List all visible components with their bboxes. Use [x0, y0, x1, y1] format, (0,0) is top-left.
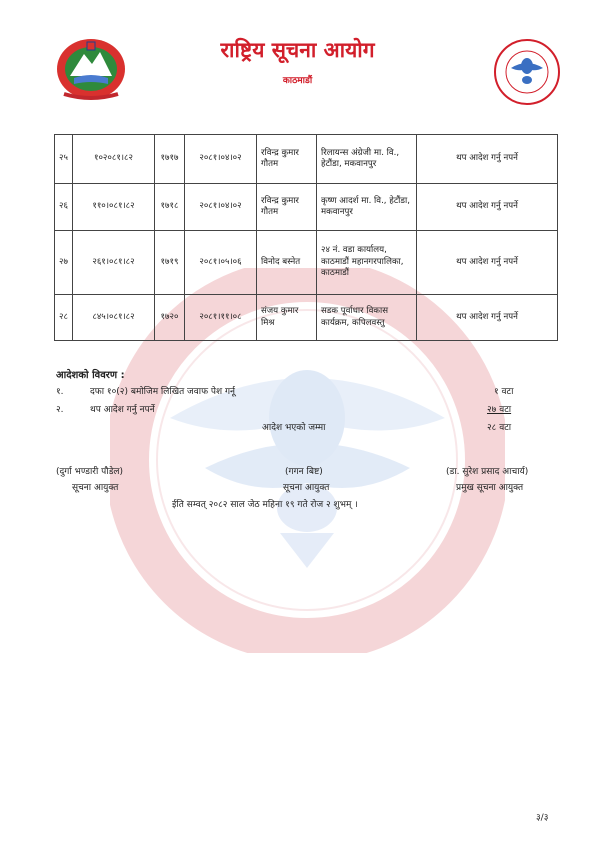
- row-applicant: रविन्द्र कुमार गौतम: [257, 135, 317, 184]
- row-applicant: संजय कुमार मिश्र: [257, 295, 317, 341]
- row-date: २०८१।०५।०६: [185, 231, 257, 295]
- table-row: [55, 295, 558, 341]
- row-decision-number: १७२०: [155, 295, 185, 341]
- row-office: २४ नं. वडा कार्यालय, काठमाडौं महानगरपालिका, काठमाडौं: [317, 231, 417, 295]
- header-title: राष्ट्रिय सूचना आयोग: [220, 38, 375, 62]
- summary-total-label: आदेश भएको जम्मा: [262, 423, 326, 433]
- row-date: २०८१।०४।०२: [185, 184, 257, 231]
- summary-item-1-count: १ वटा: [494, 387, 514, 397]
- order-date-line: ईति सम्वत् २०८२ साल जेठ महिना १९ गते रोज २ शुभम् ।: [172, 500, 358, 510]
- summary-total-count: २८ वटा: [487, 423, 512, 433]
- signatory-3-title: प्रमुख सूचना आयुक्त: [456, 483, 524, 493]
- row-serial: २६: [55, 184, 73, 231]
- row-date: २०८१।११।०८: [185, 295, 257, 341]
- row-serial: २७: [55, 231, 73, 295]
- row-serial: २५: [55, 135, 73, 184]
- row-serial: २८: [55, 295, 73, 341]
- row-decision-number: १७१७: [155, 135, 185, 184]
- summary-item-2-text: थप आदेश गर्नु नपर्ने: [90, 405, 155, 415]
- page-number: ३/३: [536, 813, 549, 823]
- row-decision: थप आदेश गर्नु नपर्ने: [417, 231, 558, 295]
- row-decision-number: १७१९: [155, 231, 185, 295]
- signatory-2-name: (गगन बिष्ट): [285, 467, 323, 477]
- row-office: सडक पूर्वाधार विकास कार्यक्रम, कपिलवस्तु: [317, 295, 417, 341]
- row-applicant: रविन्द्र कुमार गौतम: [257, 184, 317, 231]
- signatory-1-name: (दुर्गा भण्डारी पौडेल): [56, 467, 124, 477]
- row-date: २०८१।०४।०२: [185, 135, 257, 184]
- row-decision: थप आदेश गर्नु नपर्ने: [417, 184, 558, 231]
- summary-item-1-number: १.: [56, 387, 64, 397]
- row-office: कृष्ण आदर्श मा. वि., हेटौंडा, मकवानपुर: [317, 184, 417, 231]
- signatory-3-name: (डा. सुरेश प्रसाद आचार्य): [446, 467, 529, 477]
- summary-title: आदेशको विवरण :: [56, 370, 125, 381]
- row-decision: थप आदेश गर्नु नपर्ने: [417, 135, 558, 184]
- table-row: [55, 231, 558, 295]
- orders-table: [54, 134, 558, 341]
- row-reg-number: १०२०८१।८२: [73, 135, 155, 184]
- row-decision-number: १७१८: [155, 184, 185, 231]
- row-reg-number: ११०।०८१।८२: [73, 184, 155, 231]
- table-row: [55, 135, 558, 184]
- row-office: रिलायन्स अंग्रेजी मा. वि., हेटौंडा, मकवानपुर: [317, 135, 417, 184]
- summary-item-1-text: दफा १०(२) बमोजिम लिखित जवाफ पेश गर्नू: [90, 387, 236, 397]
- summary-item-2-count: २७ वटा: [487, 405, 512, 415]
- table-row: [55, 184, 558, 231]
- signatory-1-title: सूचना आयुक्त: [72, 483, 119, 493]
- header-subtitle: काठमाडौं: [282, 76, 313, 86]
- row-reg-number: ८४५।०८१।८२: [73, 295, 155, 341]
- row-applicant: विनोद बस्नेत: [257, 231, 317, 295]
- signatory-2-title: सूचना आयुक्त: [283, 483, 330, 493]
- summary-item-2-number: २.: [56, 405, 64, 415]
- row-reg-number: २६१।०८१।८२: [73, 231, 155, 295]
- row-decision: थप आदेश गर्नु नपर्ने: [417, 295, 558, 341]
